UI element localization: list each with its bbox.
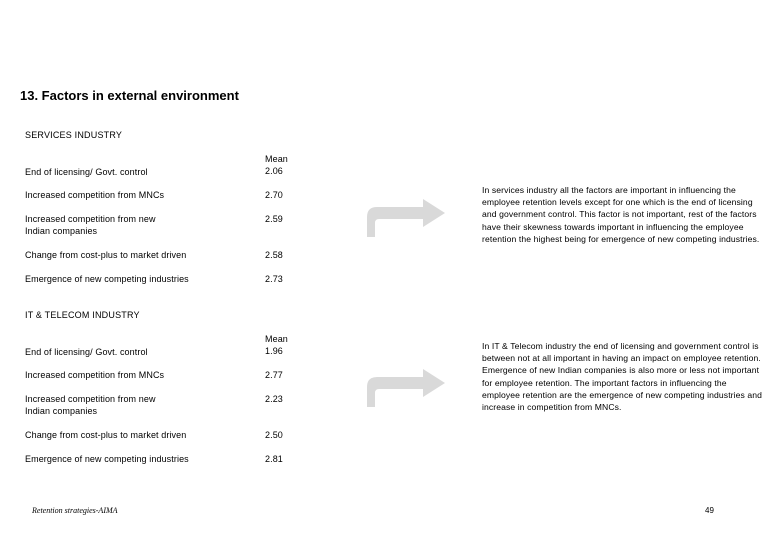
it-telecom-row-label: [25, 393, 235, 417]
page-title: 13. Factors in external environment: [20, 88, 239, 103]
services-mean-block: [265, 153, 325, 177]
services-row-label: Increased competition from MNCs: [25, 190, 165, 200]
it-telecom-row-label-line: Increased competition from new: [25, 394, 156, 404]
it-telecom-value: 2.81: [265, 454, 283, 464]
it-telecom-value: 2.77: [265, 370, 283, 380]
curved-arrow-icon: [365, 197, 447, 237]
it-telecom-note: In IT & Telecom industry the end of licensing and government control is between not at all important in having an impact on employee retention. Emergence of new Indian companies is also more or less not important for employee retention. The important factors in influencing the employee retention are the emergence of new competing industries and increase in competition from MNCs.: [482, 341, 763, 413]
it-telecom-row-label: Increased competition from MNCs: [25, 370, 165, 380]
services-row-label: End of licensing/ Govt. control: [25, 167, 148, 177]
services-row-label-line: Increased competition from new: [25, 214, 156, 224]
services-value: 2.06: [265, 166, 283, 176]
page-number: 49: [705, 506, 714, 515]
it-telecom-value: 2.50: [265, 430, 283, 440]
services-row-label: Emergence of new competing industries: [25, 274, 189, 284]
services-value: 2.70: [265, 190, 283, 200]
footer-source: Retention strategies-AIMA: [32, 506, 118, 515]
services-row-label: Change from cost-plus to market driven: [25, 250, 187, 260]
it-telecom-row-label: End of licensing/ Govt. control: [25, 347, 148, 357]
it-telecom-row-label-line: Indian companies: [25, 406, 98, 416]
it-telecom-value: 1.96: [265, 346, 283, 356]
it-telecom-value: 2.23: [265, 394, 283, 404]
it-telecom-row-label: Change from cost-plus to market driven: [25, 430, 187, 440]
services-mean-header: Mean: [265, 154, 288, 164]
services-note: In services industry all the factors are important in influencing the employee retention levels except for one which is the end of licensing and government control. This factor is not important, rest of the factors have their skewness towards important in influencing the employee retention the highest being for emergence of new competing industries.: [482, 185, 760, 244]
it-telecom-mean-block: [265, 333, 325, 357]
services-heading: SERVICES INDUSTRY: [25, 130, 123, 140]
services-value: 2.73: [265, 274, 283, 284]
services-row-label-line: Indian companies: [25, 226, 98, 236]
services-value: 2.58: [265, 250, 283, 260]
it-telecom-heading: IT & TELECOM INDUSTRY: [25, 310, 140, 320]
it-telecom-row-label: Emergence of new competing industries: [25, 454, 189, 464]
services-value: 2.59: [265, 214, 283, 224]
it-telecom-mean-header: Mean: [265, 334, 288, 344]
curved-arrow-icon: [365, 367, 447, 407]
services-row-label: [25, 213, 235, 237]
